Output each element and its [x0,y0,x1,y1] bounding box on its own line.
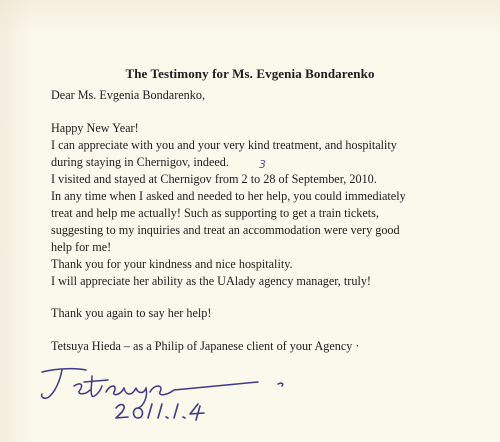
signature-line: Tetsuya Hieda – as a Philip of Japanese client of your Agency · [51,339,360,353]
closing-line: Thank you again to say her help! [51,306,212,320]
body-line: during staying in Chernigov, indeed. [51,155,229,169]
salutation: Dear Ms. Evgenia Bondarenko, [51,88,205,102]
handwritten-correction: 3 [259,158,266,171]
greeting: Happy New Year! [51,121,139,135]
body-line: I will appreciate her ability as the UAlady agency manager, truly! [51,274,371,288]
body-line: In any time when I asked and needed to her help, you could immediately [51,189,406,203]
body-line: treat and help me actually! Such as supporting to get a train tickets, [51,206,379,220]
body-line: I can appreciate with you and your very kind treatment, and hospitality [51,138,397,152]
letter-title: The Testimony for Ms. Evgenia Bondarenko [125,66,375,81]
body-line: suggesting to my inquiries and treat an accommodation were very good [51,223,400,237]
body-line: I visited and stayed at Chernigov from 2 to 28 of September, 2010. [51,172,377,186]
handwritten-signature [28,362,328,424]
body-line: Thank you for your kindness and nice hospitality. [51,257,293,271]
body-line: help for me! [51,240,112,254]
